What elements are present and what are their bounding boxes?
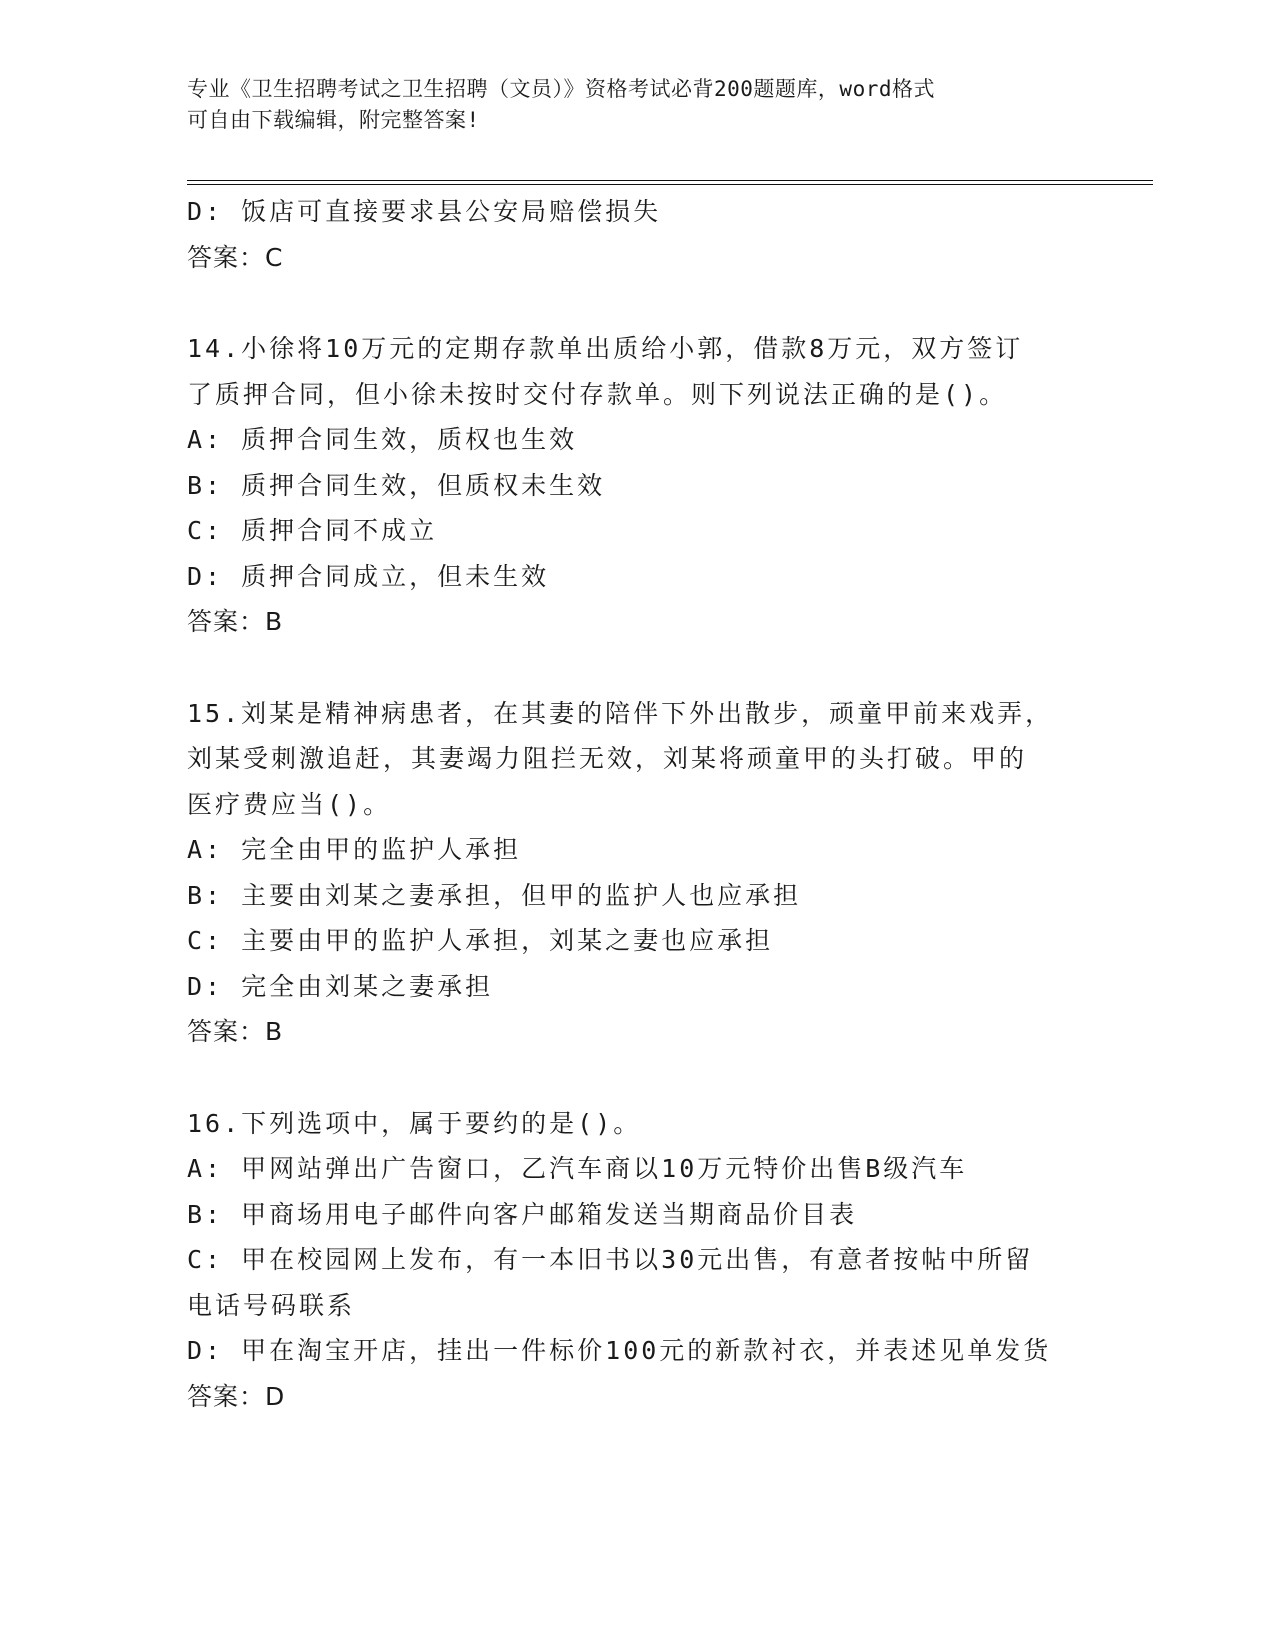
- question-stem-line: 刘某受刺激追赶，其妻竭力阻拦无效，刘某将顽童甲的头打破。甲的: [187, 744, 1028, 773]
- question-15: [187, 691, 1087, 1055]
- option-b: B: 质押合同生效，但质权未生效: [187, 470, 606, 500]
- question-stem-line: 了质押合同，但小徐未按时交付存款单。则下列说法正确的是()。: [187, 379, 1008, 409]
- option-b: B: 主要由刘某之妻承担，但甲的监护人也应承担: [187, 880, 802, 910]
- header-rule-bottom: [187, 184, 1153, 185]
- header-line-2: 可自由下载编辑，附完整答案!: [187, 108, 480, 132]
- header-line-1: 专业《卫生招聘考试之卫生招聘（文员）》资格考试必背200题题库，word格式: [187, 77, 935, 101]
- document-header: [187, 74, 1067, 136]
- option-a: A: 完全由甲的监护人承担: [187, 835, 522, 864]
- option-d: D: 完全由刘某之妻承担: [187, 971, 494, 1001]
- spacer: [187, 645, 1087, 691]
- option-a: A: 质押合同生效，质权也生效: [187, 425, 578, 454]
- option-c: C: 主要由甲的监护人承担，刘某之妻也应承担: [187, 926, 774, 955]
- spacer: [187, 1055, 1087, 1101]
- option-d: D: 饭店可直接要求县公安局赔偿损失: [187, 197, 662, 226]
- question-stem-line: 医疗费应当()。: [187, 789, 392, 819]
- option-d: D: 质押合同成立，但未生效: [187, 561, 550, 591]
- header-rule-top: [187, 180, 1153, 181]
- answer: 答案：B: [187, 607, 284, 636]
- option-c: C: 质押合同不成立: [187, 516, 438, 545]
- question-stem-line: 14.小徐将10万元的定期存款单出质给小郭，借款8万元，双方签订: [187, 334, 1024, 363]
- question-stem-line: 15.刘某是精神病患者，在其妻的陪伴下外出散步，顽童甲前来戏弄，: [187, 698, 1054, 728]
- previous-question-tail: [187, 189, 1087, 280]
- page-content: [187, 189, 1087, 1419]
- answer: 答案：B: [187, 1017, 284, 1046]
- option-c: C: 甲在校园网上发布，有一本旧书以30元出售，有意者按帖中所留: [187, 1245, 1034, 1274]
- option-d: D: 甲在淘宝开店，挂出一件标价100元的新款衬衣，并表述见单发货: [187, 1336, 1052, 1365]
- option-a: A: 甲网站弹出广告窗口，乙汽车商以10万元特价出售B级汽车: [187, 1154, 968, 1183]
- answer: 答案：C: [187, 242, 284, 272]
- question-14: [187, 326, 1087, 645]
- option-c-continued: 电话号码联系: [187, 1290, 356, 1320]
- question-16: [187, 1101, 1087, 1420]
- option-b: B: 甲商场用电子邮件向客户邮箱发送当期商品价目表: [187, 1199, 858, 1229]
- spacer: [187, 280, 1087, 326]
- question-stem-line: 16.下列选项中，属于要约的是()。: [187, 1108, 642, 1138]
- answer: 答案：D: [187, 1381, 286, 1411]
